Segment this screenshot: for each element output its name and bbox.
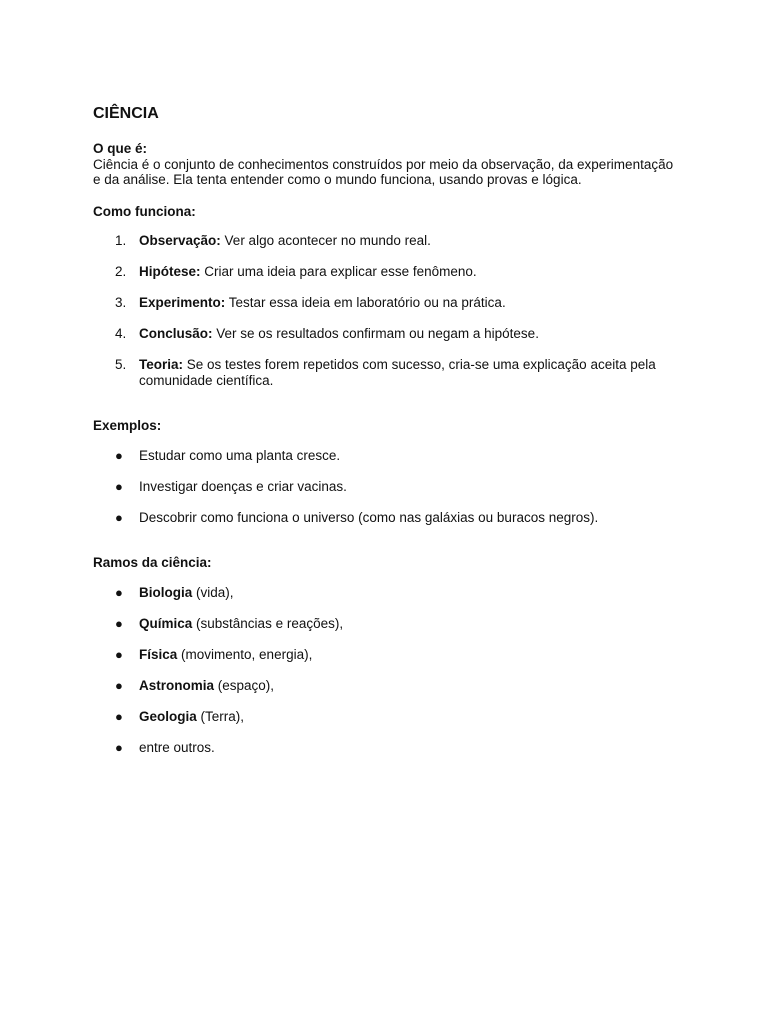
list-item bbox=[93, 264, 683, 280]
list-item bbox=[93, 326, 683, 342]
bullet-icon: ● bbox=[115, 646, 123, 662]
branch-term: Biologia bbox=[139, 584, 193, 600]
step-term: Hipótese: bbox=[139, 264, 201, 279]
bullet-icon: ● bbox=[115, 509, 123, 525]
intro-section bbox=[93, 141, 683, 188]
branches-list bbox=[93, 585, 683, 756]
step-number: 4. bbox=[115, 326, 127, 341]
example-text: Descobrir como funciona o universo (como nas galáxias ou buracos negros). bbox=[139, 509, 599, 525]
branches-label: Ramos da ciência: bbox=[93, 555, 212, 570]
examples-label: Exemplos: bbox=[93, 418, 162, 433]
step-term: Experimento: bbox=[139, 295, 226, 310]
bullet-icon: ● bbox=[115, 447, 123, 463]
branch-text: (Terra), bbox=[196, 708, 245, 724]
list-item bbox=[93, 233, 683, 249]
list-item bbox=[93, 678, 683, 694]
branch-text: (espaço), bbox=[214, 677, 275, 693]
list-item bbox=[93, 740, 683, 756]
branch-text: entre outros. bbox=[139, 739, 215, 755]
bullet-icon: ● bbox=[115, 708, 123, 724]
bullet-icon: ● bbox=[115, 739, 123, 755]
step-text: Ver se os resultados confirmam ou negam a hipótese. bbox=[212, 326, 539, 341]
examples-list bbox=[93, 448, 683, 526]
branch-term: Geologia bbox=[139, 708, 197, 724]
list-item bbox=[93, 510, 683, 526]
list-item bbox=[93, 295, 683, 311]
list-item bbox=[93, 616, 683, 632]
step-text: Se os testes forem repetidos com sucesso, cria-se uma explicação aceita pela comunidade científica. bbox=[139, 357, 656, 388]
intro-text: Ciência é o conjunto de conhecimentos construídos por meio da observação, da experimentação e da análise. Ela tenta entender como o mundo funciona, usando provas e lógica. bbox=[93, 156, 674, 187]
step-term: Conclusão: bbox=[139, 326, 213, 341]
step-text: Testar essa ideia em laboratório ou na prática. bbox=[225, 295, 506, 310]
steps-list bbox=[93, 233, 683, 388]
bullet-icon: ● bbox=[115, 478, 123, 494]
branch-term: Astronomia bbox=[139, 677, 215, 693]
document-page bbox=[93, 104, 683, 771]
branch-term: Física bbox=[139, 646, 178, 662]
bullet-icon: ● bbox=[115, 677, 123, 693]
example-text: Estudar como uma planta cresce. bbox=[139, 447, 341, 463]
step-term: Observação: bbox=[139, 233, 221, 248]
list-item bbox=[93, 448, 683, 464]
bullet-icon: ● bbox=[115, 584, 123, 600]
step-term: Teoria: bbox=[139, 357, 184, 372]
step-number: 2. bbox=[115, 264, 127, 279]
list-item bbox=[93, 479, 683, 495]
branch-term: Química bbox=[139, 615, 193, 631]
example-text: Investigar doenças e criar vacinas. bbox=[139, 478, 347, 494]
step-number: 5. bbox=[115, 357, 127, 372]
document-title: CIÊNCIA bbox=[93, 105, 159, 122]
list-item bbox=[93, 709, 683, 725]
how-label: Como funciona: bbox=[93, 203, 196, 219]
branch-text: (substâncias e reações), bbox=[192, 615, 344, 631]
step-text: Ver algo acontecer no mundo real. bbox=[220, 233, 431, 248]
step-number: 3. bbox=[115, 295, 127, 310]
list-item bbox=[93, 647, 683, 663]
bullet-icon: ● bbox=[115, 615, 123, 631]
step-text: Criar uma ideia para explicar esse fenômeno. bbox=[200, 264, 477, 279]
list-item bbox=[93, 357, 683, 388]
intro-label: O que é: bbox=[93, 141, 148, 156]
branch-text: (vida), bbox=[192, 584, 234, 600]
branch-text: (movimento, energia), bbox=[177, 646, 313, 662]
list-item bbox=[93, 585, 683, 601]
step-number: 1. bbox=[115, 233, 127, 248]
